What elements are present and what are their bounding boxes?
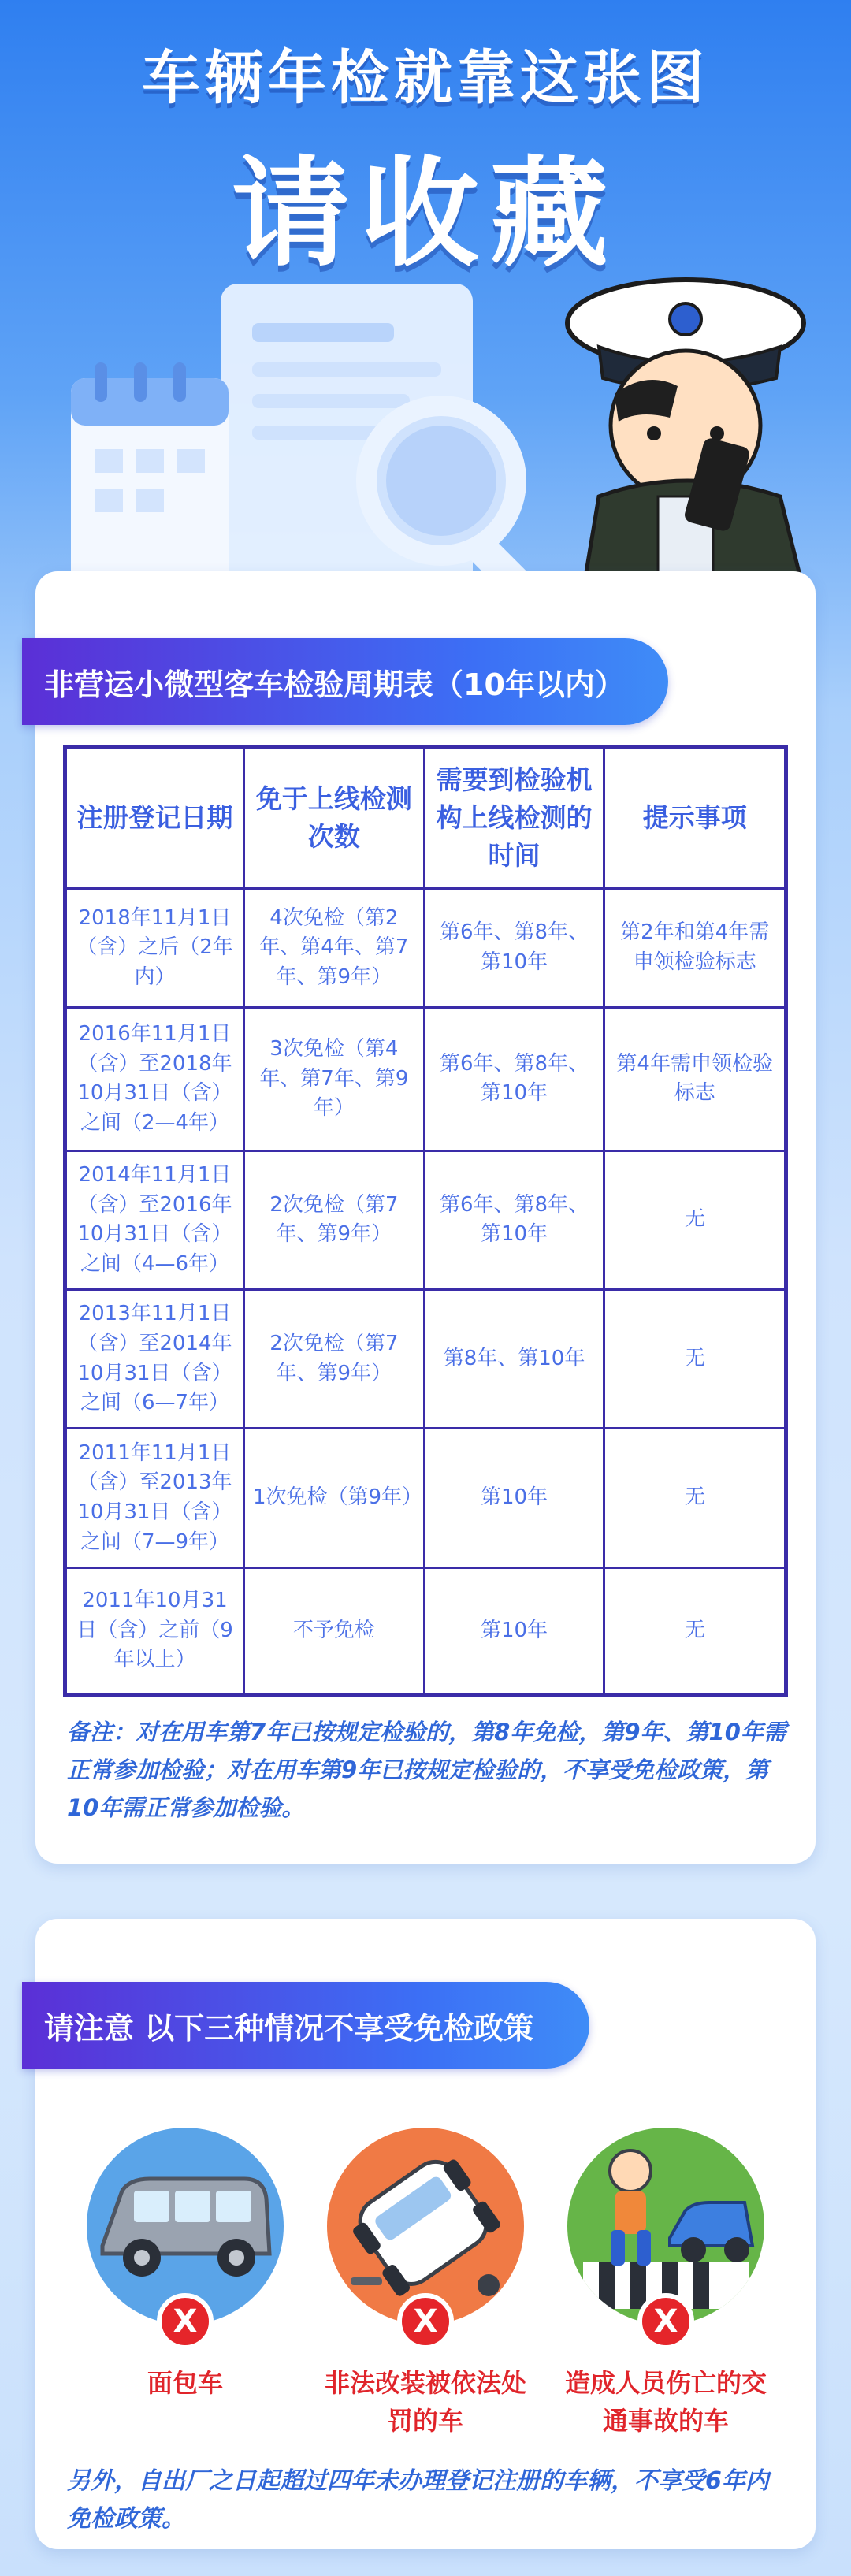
exception-case-van [75, 2128, 295, 2402]
table-cell: 第10年 [424, 1429, 604, 1567]
table-cell: 无 [604, 1150, 786, 1289]
table-cell: 3次免检（第4年、第7年、第9年） [243, 1008, 424, 1150]
table-cell: 第6年、第8年、第10年 [424, 1008, 604, 1150]
not-eligible-icon: X [637, 2293, 694, 2350]
exception-label: 面包车 [147, 2368, 223, 2398]
header-illustration [47, 260, 835, 591]
table-section-heading: 非营运小微型客车检验周期表（10年以内） [22, 638, 668, 725]
table-row [65, 889, 786, 1008]
table-cell: 无 [604, 1567, 786, 1694]
page-subtitle: 请收藏 [231, 146, 619, 283]
table-cell: 第2年和第4年需申领检验标志 [604, 889, 786, 1008]
table-header-row [65, 747, 786, 889]
table-cell: 4次免检（第2年、第4年、第7年、第9年） [243, 889, 424, 1008]
exceptions-heading: 请注意 以下三种情况不享受免检政策 [22, 1982, 589, 2069]
table-cell: 2016年11月1日（含）至2018年10月31日（含）之间（2—4年） [65, 1008, 244, 1150]
not-eligible-icon: X [157, 2293, 214, 2350]
inspection-cycle-table-wrapper [63, 745, 788, 1697]
exception-case-modified-car [315, 2128, 536, 2440]
table-cell: 2011年11月1日（含）至2013年10月31日（含）之间（7—9年） [65, 1429, 244, 1567]
table-cell: 2次免检（第7年、第9年） [243, 1150, 424, 1289]
table-cell: 2011年10月31日（含）之前（9年以上） [65, 1567, 244, 1694]
table-cell: 无 [604, 1429, 786, 1567]
page-title: 车辆年检就靠这张图 [142, 44, 709, 112]
table-row [65, 1008, 786, 1150]
table-cell: 2013年11月1日（含）至2014年10月31日（含）之间（6—7年） [65, 1289, 244, 1428]
exception-label: 造成人员伤亡的交通事故的车 [564, 2368, 767, 2436]
table-cell: 无 [604, 1289, 786, 1428]
table-row [65, 1150, 786, 1289]
column-header: 需要到检验机构上线检测的时间 [424, 747, 604, 889]
table-cell: 2018年11月1日（含）之后（2年内） [65, 889, 244, 1008]
table-cell: 第8年、第10年 [424, 1289, 604, 1428]
table-cell: 第6年、第8年、第10年 [424, 1150, 604, 1289]
exception-case-accident [556, 2128, 776, 2440]
table-row [65, 1289, 786, 1428]
table-cell: 1次免检（第9年） [243, 1429, 424, 1567]
table-note: 备注：对在用车第7年已按规定检验的，第8年免检，第9年、第10年需正常参加检验；对在用车第9年已按规定检验的，不享受免检政策，第10年需正常参加检验。 [67, 1719, 786, 1821]
table-row [65, 1567, 786, 1694]
not-eligible-icon: X [397, 2293, 454, 2350]
column-header: 免于上线检测次数 [243, 747, 424, 889]
table-row [65, 1429, 786, 1567]
police-officer-icon [567, 280, 804, 591]
calendar-icon [71, 362, 229, 591]
table-cell: 2次免检（第7年、第9年） [243, 1289, 424, 1428]
table-cell: 第4年需申领检验标志 [604, 1008, 786, 1150]
column-header: 注册登记日期 [65, 747, 244, 889]
column-header: 提示事项 [604, 747, 786, 889]
inspection-cycle-table [63, 745, 788, 1697]
table-cell: 2014年11月1日（含）至2016年10月31日（含）之间（4—6年） [65, 1150, 244, 1289]
exception-label: 非法改装被依法处罚的车 [324, 2368, 526, 2436]
table-cell: 不予免检 [243, 1567, 424, 1694]
exceptions-footnote: 另外，自出厂之日起超过四年未办理登记注册的车辆，不享受6年内免检政策。 [67, 2467, 769, 2533]
table-cell: 第10年 [424, 1567, 604, 1694]
table-cell: 第6年、第8年、第10年 [424, 889, 604, 1008]
